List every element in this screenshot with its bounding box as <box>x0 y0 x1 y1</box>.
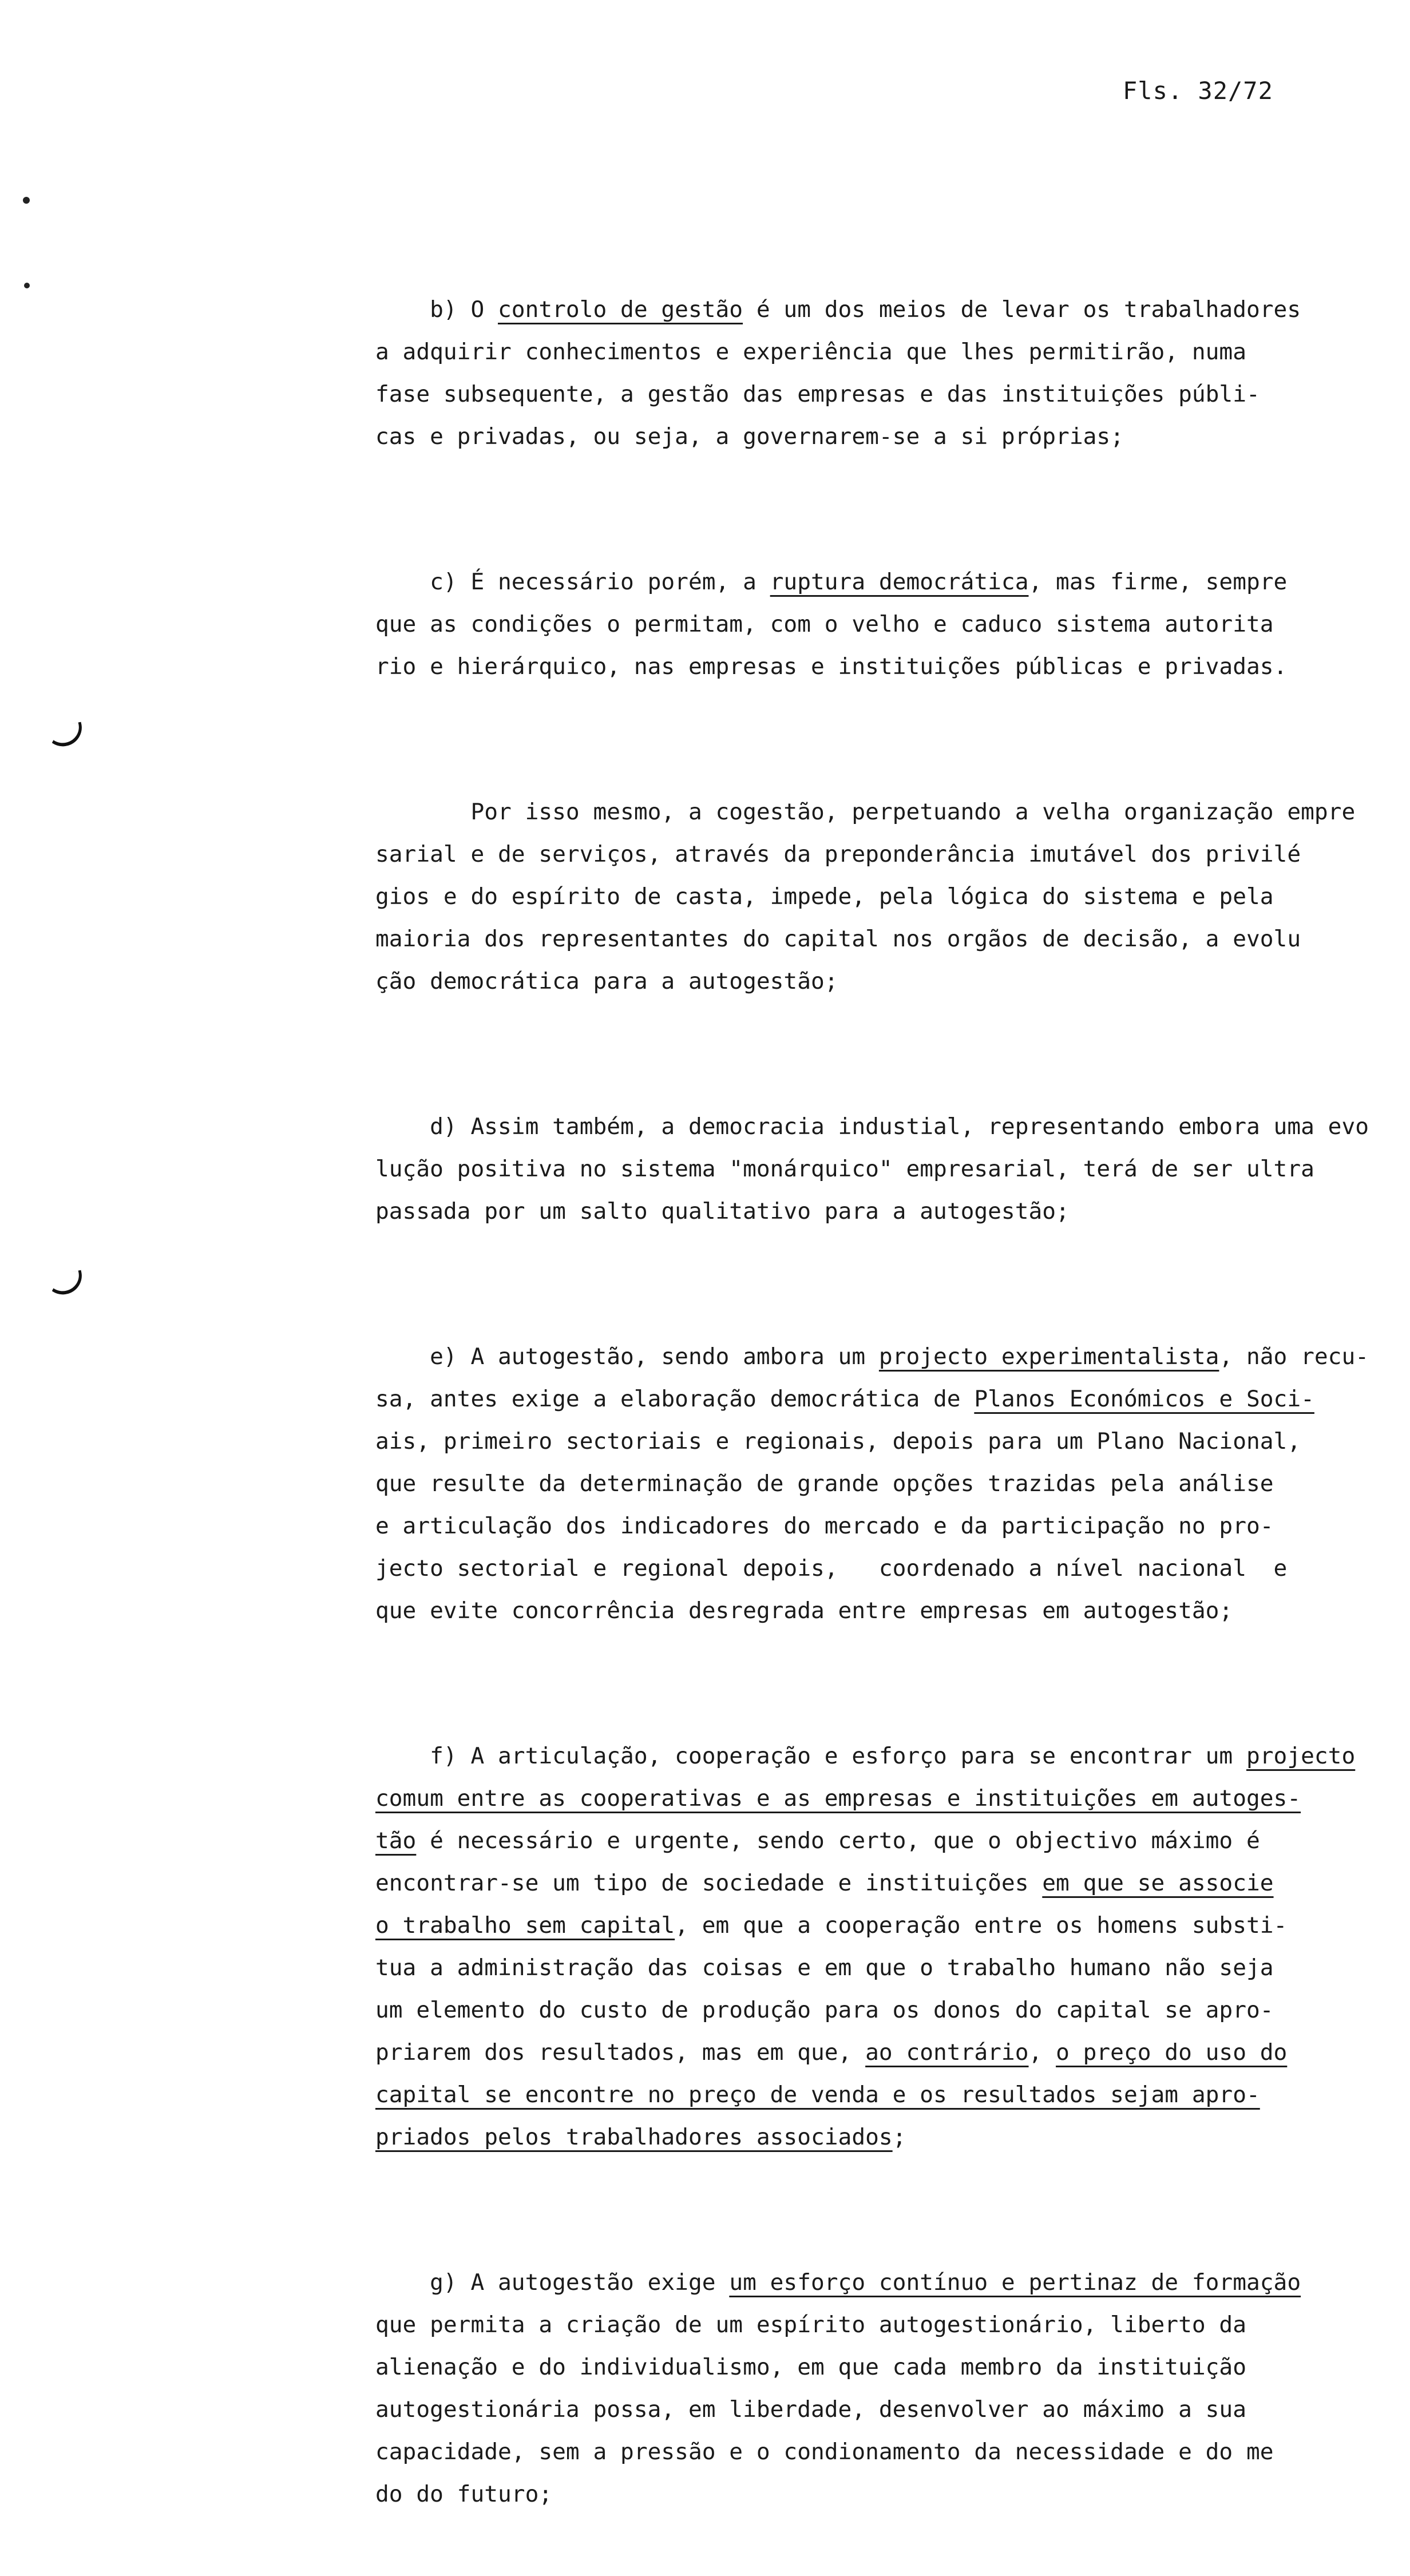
folio-number: Fls. 32/72 <box>1123 77 1273 105</box>
underlined-phrase: projecto experimentalista <box>878 1344 1219 1370</box>
margin-dot-mark <box>23 197 30 204</box>
document-body <box>375 246 1369 2576</box>
text-span: c) É necessário porém, a <box>430 569 770 595</box>
underlined-phrase: ao contrário <box>865 2039 1029 2066</box>
paragraph-b <box>375 246 1348 500</box>
text-span: ; <box>892 2124 906 2150</box>
text-span: que permita a criação de um espírito autogestionário, liberto da alienação e do individualismo, em que cada membro da instituição autogestionária possa, em liberdade, desenvolver ao máximo a sua capacidade, sem a pressão e o condionamento da necessidade e do me do do futuro; <box>375 2312 1274 2507</box>
text-span: é necessário e urgente, sendo certo, que o objectivo máximo é encontrar-se um tipo de sociedade e instituições <box>375 1828 1260 1896</box>
text-span: , não recu- sa, antes exige a elaboração democrática de <box>375 1344 1369 1412</box>
underlined-phrase: controlo de gestão <box>498 296 743 323</box>
paragraph-f <box>375 1693 1356 2201</box>
margin-check-mark <box>44 1270 85 1298</box>
paragraph-g <box>375 2219 1348 2558</box>
paragraph-c <box>375 518 1348 730</box>
text-span: Por isso mesmo, a cogestão, perpetuando a velha organização empre sarial e de serviços, através da preponderância imutável dos privilé gios e do espírito de casta, impede, pela lógica do sistema e pela maioria dos representantes do capital nos orgãos de decisão, a evolu ção democrática para a autogestão; <box>375 799 1356 994</box>
margin-dot-mark <box>24 283 30 288</box>
text-span: f) A articulação, cooperação e esforço para se encontrar um <box>430 1743 1246 1769</box>
underlined-phrase: Planos Económicos e Soci- <box>974 1386 1314 1412</box>
text-span: b) O <box>430 296 498 323</box>
text-span: d) Assim também, a democracia industial, representando embora uma evo lução positiva no sistema "monárquico" empresarial, terá de ser ultra passada por um salto qualitativo para a autogestão; <box>375 1113 1369 1224</box>
paragraph-cogestao <box>375 748 1356 1045</box>
text-span: é um dos meios de levar os trabalhadores a adquirir conhecimentos e experiência que lhes permitirão, numa fase subsequente, a gestão das empresas e das instituições públi- cas e privadas, ou seja, a governarem-se a si próprias; <box>375 296 1301 450</box>
paragraph-e <box>375 1293 1369 1674</box>
underlined-phrase: em que se associe o trabalho sem capital <box>375 1870 1274 1939</box>
text-span: ais, primeiro sectoriais e regionais, depois para um Plano Nacional, que resulte da determinação de grande opções trazidas pela análise e articulação dos indicadores do mercado e da participação no pro- jecto sectorial e regional depois, coordenado a nível nacional e que evite concorrência desregrada entre empresas em autogestão; <box>375 1428 1301 1624</box>
text-span: , em que a cooperação entre os homens substi- tua a administração das coisas e em que o trabalho humano não seja um elemento do custo de produção para os donos do capital se apro- priarem dos resultados, mas em que, <box>375 1912 1288 2066</box>
underlined-phrase: o preço do uso do capital se encontre no preço de venda e os resultados sejam apro- priados pelos trabalhadores associados <box>375 2039 1288 2150</box>
text-span: e) A autogestão, sendo ambora um <box>430 1344 879 1370</box>
underlined-phrase: ruptura democrática <box>770 569 1029 595</box>
text-span: , mas firme, sempre que as condições o permitam, com o velho e caduco sistema autorita rio e hierárquico, nas empresas e instituições públicas e privadas. <box>375 569 1288 680</box>
margin-check-mark <box>44 722 85 750</box>
underlined-phrase: um esforço contínuo e pertinaz de formação <box>729 2269 1301 2296</box>
underlined-phrase: projecto comum entre as cooperativas e as empresas e instituições em autoges- tão <box>375 1743 1356 1854</box>
text-span: , <box>1028 2039 1056 2066</box>
paragraph-d <box>375 1063 1369 1275</box>
text-span: g) A autogestão exige <box>430 2269 730 2296</box>
